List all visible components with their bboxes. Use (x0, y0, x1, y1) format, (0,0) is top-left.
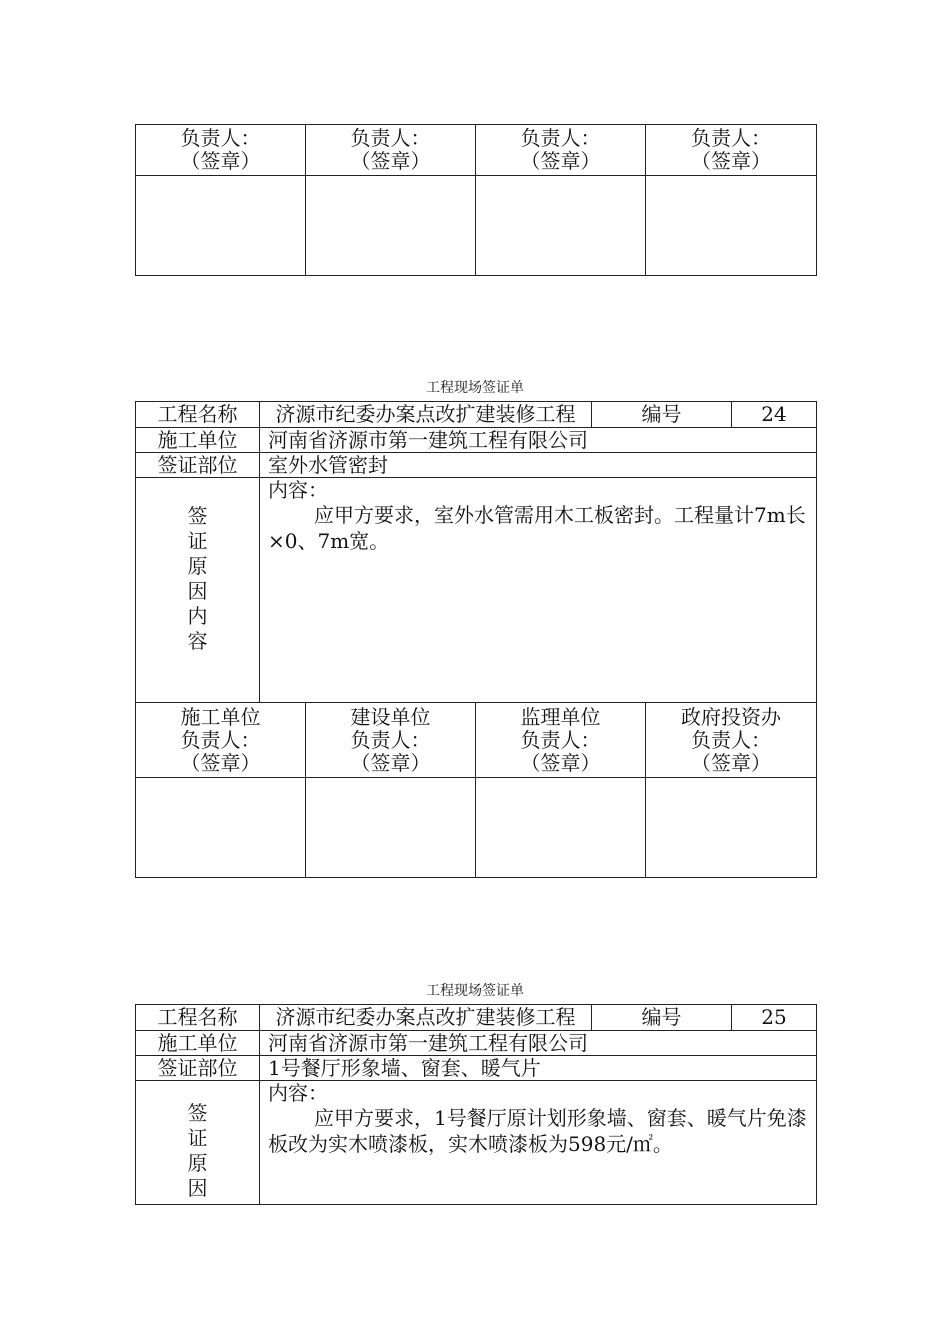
signer-cell (646, 125, 817, 176)
signer-line1: 负责人： (520, 126, 601, 150)
project-name-label: 工程名称 (136, 402, 260, 428)
reason-label-vertical (136, 1081, 260, 1205)
signer-org: 施工单位 (180, 704, 261, 729)
signer-line2: （签章） (350, 149, 431, 173)
signer-line2: （签章） (691, 149, 771, 173)
reason-char: 原 (187, 554, 208, 578)
signer-line1: 负责人： (691, 727, 772, 752)
signer-line2: （签章） (691, 750, 772, 775)
signature-table-top (135, 124, 817, 276)
reason-char: 内 (187, 604, 208, 628)
signature-box (476, 176, 646, 276)
reason-char: 证 (187, 529, 208, 553)
signer-org: 政府投资办 (681, 704, 782, 729)
location-value: 1号餐厅形象墙、窗套、暖气片 (260, 1056, 817, 1081)
signature-box (136, 176, 306, 276)
signature-box (136, 778, 306, 878)
project-name-value: 济源市纪委办案点改扩建装修工程 (260, 402, 592, 428)
serial-number-label: 编号 (592, 402, 732, 428)
location-label: 签证部位 (136, 453, 260, 478)
reason-char: 签 (187, 1101, 208, 1125)
signer-cell (476, 703, 646, 778)
signer-cell (136, 703, 306, 778)
reason-char: 容 (187, 629, 208, 653)
signer-line1: 负责人： (350, 727, 431, 752)
reason-char: 因 (187, 579, 208, 603)
content-label: 内容： (268, 1081, 328, 1105)
reason-char: 签 (187, 504, 208, 528)
reason-label-vertical (136, 478, 260, 703)
project-name-label: 工程名称 (136, 1005, 260, 1031)
content-cell (260, 478, 817, 703)
contractor-label: 施工单位 (136, 428, 260, 453)
content-cell (260, 1081, 817, 1205)
contractor-value: 河南省济源市第一建筑工程有限公司 (260, 428, 817, 453)
signer-cell (476, 125, 646, 176)
signer-line1: 负责人： (180, 126, 261, 150)
signer-cell (306, 125, 476, 176)
signer-org: 监理单位 (520, 704, 601, 729)
signer-line1: 负责人： (691, 126, 771, 150)
site-visa-form-25 (135, 1004, 817, 1205)
contractor-value: 河南省济源市第一建筑工程有限公司 (260, 1031, 817, 1056)
reason-char: 因 (187, 1176, 208, 1200)
serial-number-label: 编号 (592, 1005, 732, 1031)
signature-box (646, 778, 817, 878)
location-label: 签证部位 (136, 1056, 260, 1081)
location-value: 室外水管密封 (260, 453, 817, 478)
signature-box (646, 176, 817, 276)
signer-line2: （签章） (180, 149, 261, 173)
form-title: 工程现场签证单 (426, 983, 524, 999)
form-title: 工程现场签证单 (426, 380, 524, 396)
signer-line1: 负责人： (180, 727, 261, 752)
site-visa-form-24 (135, 401, 817, 878)
serial-number-value: 24 (732, 402, 817, 428)
reason-char: 原 (187, 1151, 208, 1175)
content-text: 应甲方要求，1号餐厅原计划形象墙、窗套、暖气片免漆板改为实木喷漆板，实木喷漆板为598元/㎡。 (268, 1106, 807, 1156)
contractor-label: 施工单位 (136, 1031, 260, 1056)
content-text: 应甲方要求，室外水管需用木工板密封。工程量计7m长×0、7m宽。 (268, 503, 806, 553)
signature-box (476, 778, 646, 878)
signature-box (306, 176, 476, 276)
signer-cell (136, 125, 306, 176)
signature-box (306, 778, 476, 878)
signer-org: 建设单位 (350, 704, 431, 729)
signer-line1: 负责人： (520, 727, 601, 752)
signer-line1: 负责人： (350, 126, 431, 150)
signer-line2: （签章） (180, 750, 261, 775)
serial-number-value: 25 (732, 1005, 817, 1031)
content-label: 内容： (268, 478, 328, 502)
signer-cell (306, 703, 476, 778)
signer-line2: （签章） (520, 750, 601, 775)
signer-line2: （签章） (520, 149, 601, 173)
project-name-value: 济源市纪委办案点改扩建装修工程 (260, 1005, 592, 1031)
signer-cell (646, 703, 817, 778)
reason-char: 证 (187, 1126, 208, 1150)
signer-line2: （签章） (350, 750, 431, 775)
